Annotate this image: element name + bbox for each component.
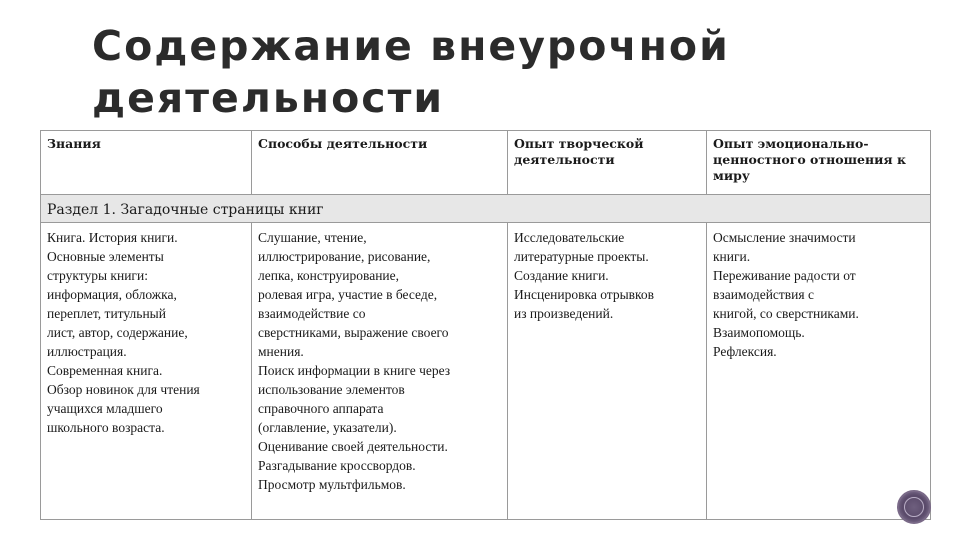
- cell-line: взаимодействия с: [713, 287, 814, 302]
- cell-line: Разгадывание кроссвордов.: [258, 458, 416, 473]
- cell-knowledge: [41, 223, 252, 520]
- cell-line: Обзор новинок для чтения: [47, 382, 200, 397]
- cell-line: книги.: [713, 249, 751, 264]
- circle-nav-icon[interactable]: [897, 490, 931, 524]
- cell-emotional: [707, 223, 931, 520]
- section-title: Раздел 1. Загадочные страницы книг: [41, 195, 931, 223]
- cell-methods: [252, 223, 508, 520]
- cell-line: Исследовательские: [514, 230, 625, 245]
- cell-line: Рефлексия.: [713, 344, 777, 359]
- cell-line: из произведений.: [514, 306, 614, 321]
- cell-line: (оглавление, указатели).: [258, 420, 397, 435]
- cell-line: Современная книга.: [47, 363, 163, 378]
- cell-line: Книга. История книги.: [47, 230, 178, 245]
- cell-line: справочного аппарата: [258, 401, 384, 416]
- cell-line: Инсценировка отрывков: [514, 287, 655, 302]
- cell-line: сверстниками, выражение своего: [258, 325, 449, 340]
- cell-line: Взаимопомощь.: [713, 325, 805, 340]
- column-header-emotional: Опыт эмоционально-ценностного отношения к миру: [707, 131, 931, 195]
- cell-line: учащихся младшего: [47, 401, 163, 416]
- cell-line: Создание книги.: [514, 268, 609, 283]
- cell-line: лист, автор, содержание,: [47, 325, 188, 340]
- cell-line: иллюстрация.: [47, 344, 127, 359]
- cell-line: мнения.: [258, 344, 304, 359]
- column-header-methods: Способы деятельности: [252, 131, 508, 195]
- cell-line: взаимодействие со: [258, 306, 366, 321]
- cell-line: структуры книги:: [47, 268, 148, 283]
- circle-inner-ring: [904, 497, 924, 517]
- table-row: [41, 223, 931, 520]
- column-header-knowledge: Знания: [41, 131, 252, 195]
- cell-line: Просмотр мультфильмов.: [258, 477, 406, 492]
- cell-line: школьного возраста.: [47, 420, 165, 435]
- cell-line: Осмысление значимости: [713, 230, 856, 245]
- cell-line: Переживание радости от: [713, 268, 856, 283]
- cell-line: Слушание, чтение,: [258, 230, 367, 245]
- cell-line: книгой, со сверстниками.: [713, 306, 859, 321]
- cell-creative: [508, 223, 707, 520]
- cell-line: Основные элементы: [47, 249, 164, 264]
- column-header-creative: Опыт творческой деятельности: [508, 131, 707, 195]
- cell-line: использование элементов: [258, 382, 405, 397]
- cell-line: иллюстрирование, рисование,: [258, 249, 431, 264]
- page-title: Содержание внеурочной деятельности: [92, 22, 730, 122]
- content-table: [40, 130, 931, 520]
- cell-line: информация, обложка,: [47, 287, 177, 302]
- cell-line: ролевая игра, участие в беседе,: [258, 287, 438, 302]
- cell-line: переплет, титульный: [47, 306, 166, 321]
- cell-line: литературные проекты.: [514, 249, 649, 264]
- cell-line: лепка, конструирование,: [258, 268, 400, 283]
- section-row: [41, 195, 931, 223]
- cell-line: Поиск информации в книге через: [258, 363, 451, 378]
- table-header-row: [41, 131, 931, 195]
- cell-line: Оценивание своей деятельности.: [258, 439, 448, 454]
